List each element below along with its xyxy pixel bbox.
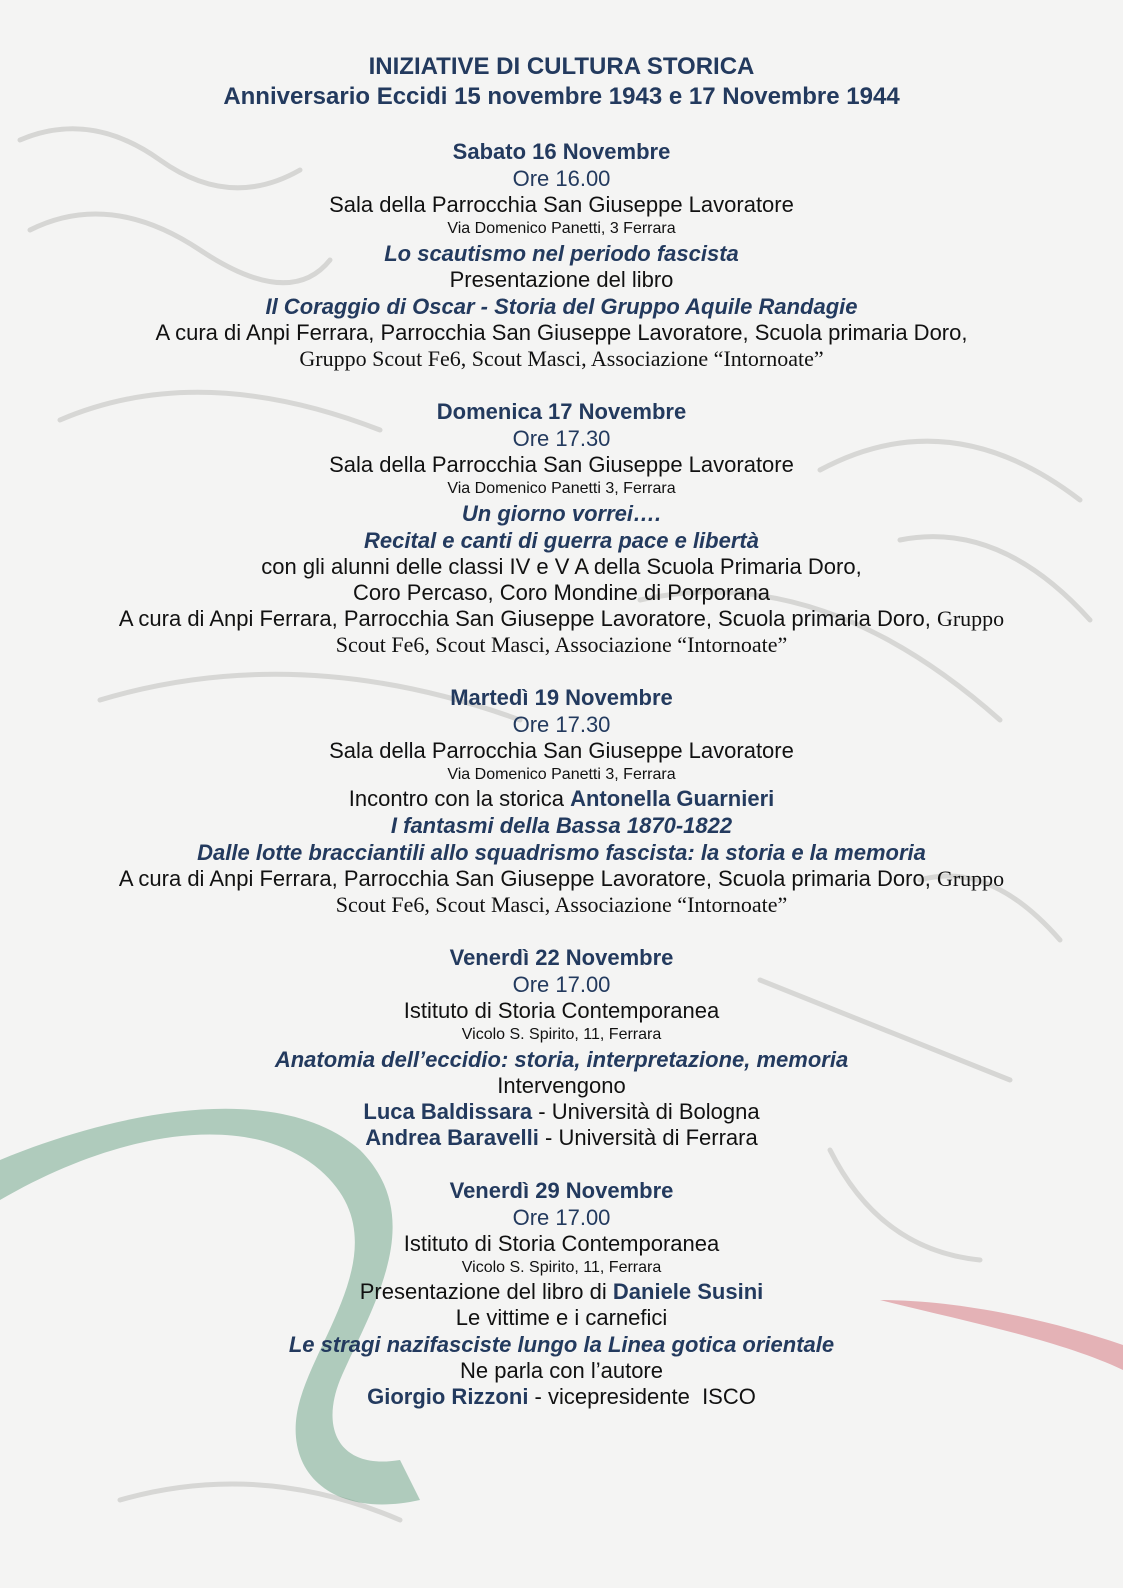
event-time: Ore 17.00 <box>512 972 611 997</box>
organizers-sans: A cura di Anpi Ferrara, Parrocchia San Giuseppe Lavoratore, Scuola primaria Doro, <box>118 866 931 891</box>
event-intro <box>0 1279 1123 1305</box>
event-title: Un giorno vorrei…. <box>461 501 662 526</box>
event-place: Istituto di Storia Contemporanea <box>403 1231 720 1256</box>
event-date: Domenica 17 Novembre <box>436 399 687 424</box>
speaker-line <box>0 1099 1123 1125</box>
event-1 <box>0 138 1123 372</box>
event-2 <box>0 398 1123 658</box>
event-book: Le vittime e i carnefici <box>455 1305 668 1330</box>
event-organizers-cont: Gruppo Scout Fe6, Scout Masci, Associazione “Intornoate” <box>299 346 824 371</box>
event-3 <box>0 684 1123 918</box>
event-title: Anatomia dell’eccidio: storia, interpretazione, memoria <box>274 1047 849 1072</box>
author-name: Daniele Susini <box>612 1279 764 1304</box>
event-date: Sabato 16 Novembre <box>452 139 671 164</box>
event-intro: Intervengono <box>497 1073 626 1098</box>
event-participants: con gli alunni delle classi IV e V A della Scuola Primaria Doro, <box>261 554 862 579</box>
organizers-serif: Gruppo <box>936 606 1005 631</box>
program-subtitle: Anniversario Eccidi 15 novembre 1943 e 17 Novembre 1944 <box>223 83 900 110</box>
event-address: Via Domenico Panetti 3, Ferrara <box>447 480 676 497</box>
intro-text: Presentazione del libro di <box>359 1279 607 1304</box>
event-time: Ore 17.30 <box>512 426 611 451</box>
program-content <box>0 52 1123 1410</box>
intro-text: Incontro con la storica <box>348 786 564 811</box>
event-intro <box>0 786 1123 812</box>
event-time: Ore 17.00 <box>512 1205 611 1230</box>
event-place: Sala della Parrocchia San Giuseppe Lavoratore <box>329 452 794 477</box>
organizers-serif: Gruppo <box>936 866 1005 891</box>
event-choirs: Coro Percaso, Coro Mondine di Porporana <box>352 580 770 605</box>
speaker-name: Andrea Baravelli <box>365 1125 539 1150</box>
event-address: Vicolo S. Spirito, 11, Ferrara <box>461 1259 662 1276</box>
event-place: Istituto di Storia Contemporanea <box>403 998 720 1023</box>
event-time: Ore 17.30 <box>512 712 611 737</box>
event-place: Sala della Parrocchia San Giuseppe Lavoratore <box>329 192 794 217</box>
event-organizers-cont: Scout Fe6, Scout Masci, Associazione “Intornoate” <box>335 892 788 917</box>
organizers-sans: A cura di Anpi Ferrara, Parrocchia San Giuseppe Lavoratore, Scuola primaria Doro, <box>118 606 931 631</box>
event-4 <box>0 944 1123 1151</box>
event-book: Il Coraggio di Oscar - Storia del Gruppo Aquile Randagie <box>265 294 858 319</box>
moderator-role: - vicepresidente ISCO <box>528 1384 756 1409</box>
event-discussion: Ne parla con l’autore <box>459 1358 663 1383</box>
event-time: Ore 16.00 <box>512 166 611 191</box>
event-address: Via Domenico Panetti 3, Ferrara <box>447 766 676 783</box>
event-date: Martedì 19 Novembre <box>450 685 673 710</box>
event-date: Venerdì 22 Novembre <box>449 945 674 970</box>
moderator-line <box>0 1384 1123 1410</box>
event-subtitle: Recital e canti di guerra pace e libertà <box>364 528 759 553</box>
speaker-affiliation: - Università di Ferrara <box>538 1125 758 1150</box>
program-title: INIZIATIVE DI CULTURA STORICA <box>368 53 755 80</box>
speaker-affiliation: - Università di Bologna <box>532 1099 760 1124</box>
event-intro: Presentazione del libro <box>449 267 674 292</box>
speaker-name: Antonella Guarnieri <box>570 786 775 811</box>
speaker-name: Luca Baldissara <box>363 1099 533 1124</box>
event-subtitle: Le stragi nazifascistе lungo la Linea gotica orientale <box>288 1332 835 1357</box>
event-organizers-cont: Scout Fe6, Scout Masci, Associazione “Intornoate” <box>335 632 788 657</box>
event-address: Vicolo S. Spirito, 11, Ferrara <box>461 1026 662 1043</box>
speaker-line <box>0 1125 1123 1151</box>
event-organizers <box>0 866 1123 892</box>
event-5 <box>0 1177 1123 1410</box>
event-subtitle: Dalle lotte bracciantili allo squadrismo fascista: la storia e la memoria <box>197 840 926 865</box>
event-organizers <box>0 606 1123 632</box>
event-place: Sala della Parrocchia San Giuseppe Lavoratore <box>329 738 794 763</box>
event-address: Via Domenico Panetti, 3 Ferrara <box>447 220 676 237</box>
event-organizers: A cura di Anpi Ferrara, Parrocchia San Giuseppe Lavoratore, Scuola primaria Doro, <box>155 320 968 345</box>
event-title: I fantasmi della Bassa 1870-1822 <box>390 813 733 838</box>
event-title: Lo scautismo nel periodo fascista <box>384 241 739 266</box>
moderator-name: Giorgio Rizzoni <box>367 1384 529 1409</box>
event-date: Venerdì 29 Novembre <box>449 1178 674 1203</box>
